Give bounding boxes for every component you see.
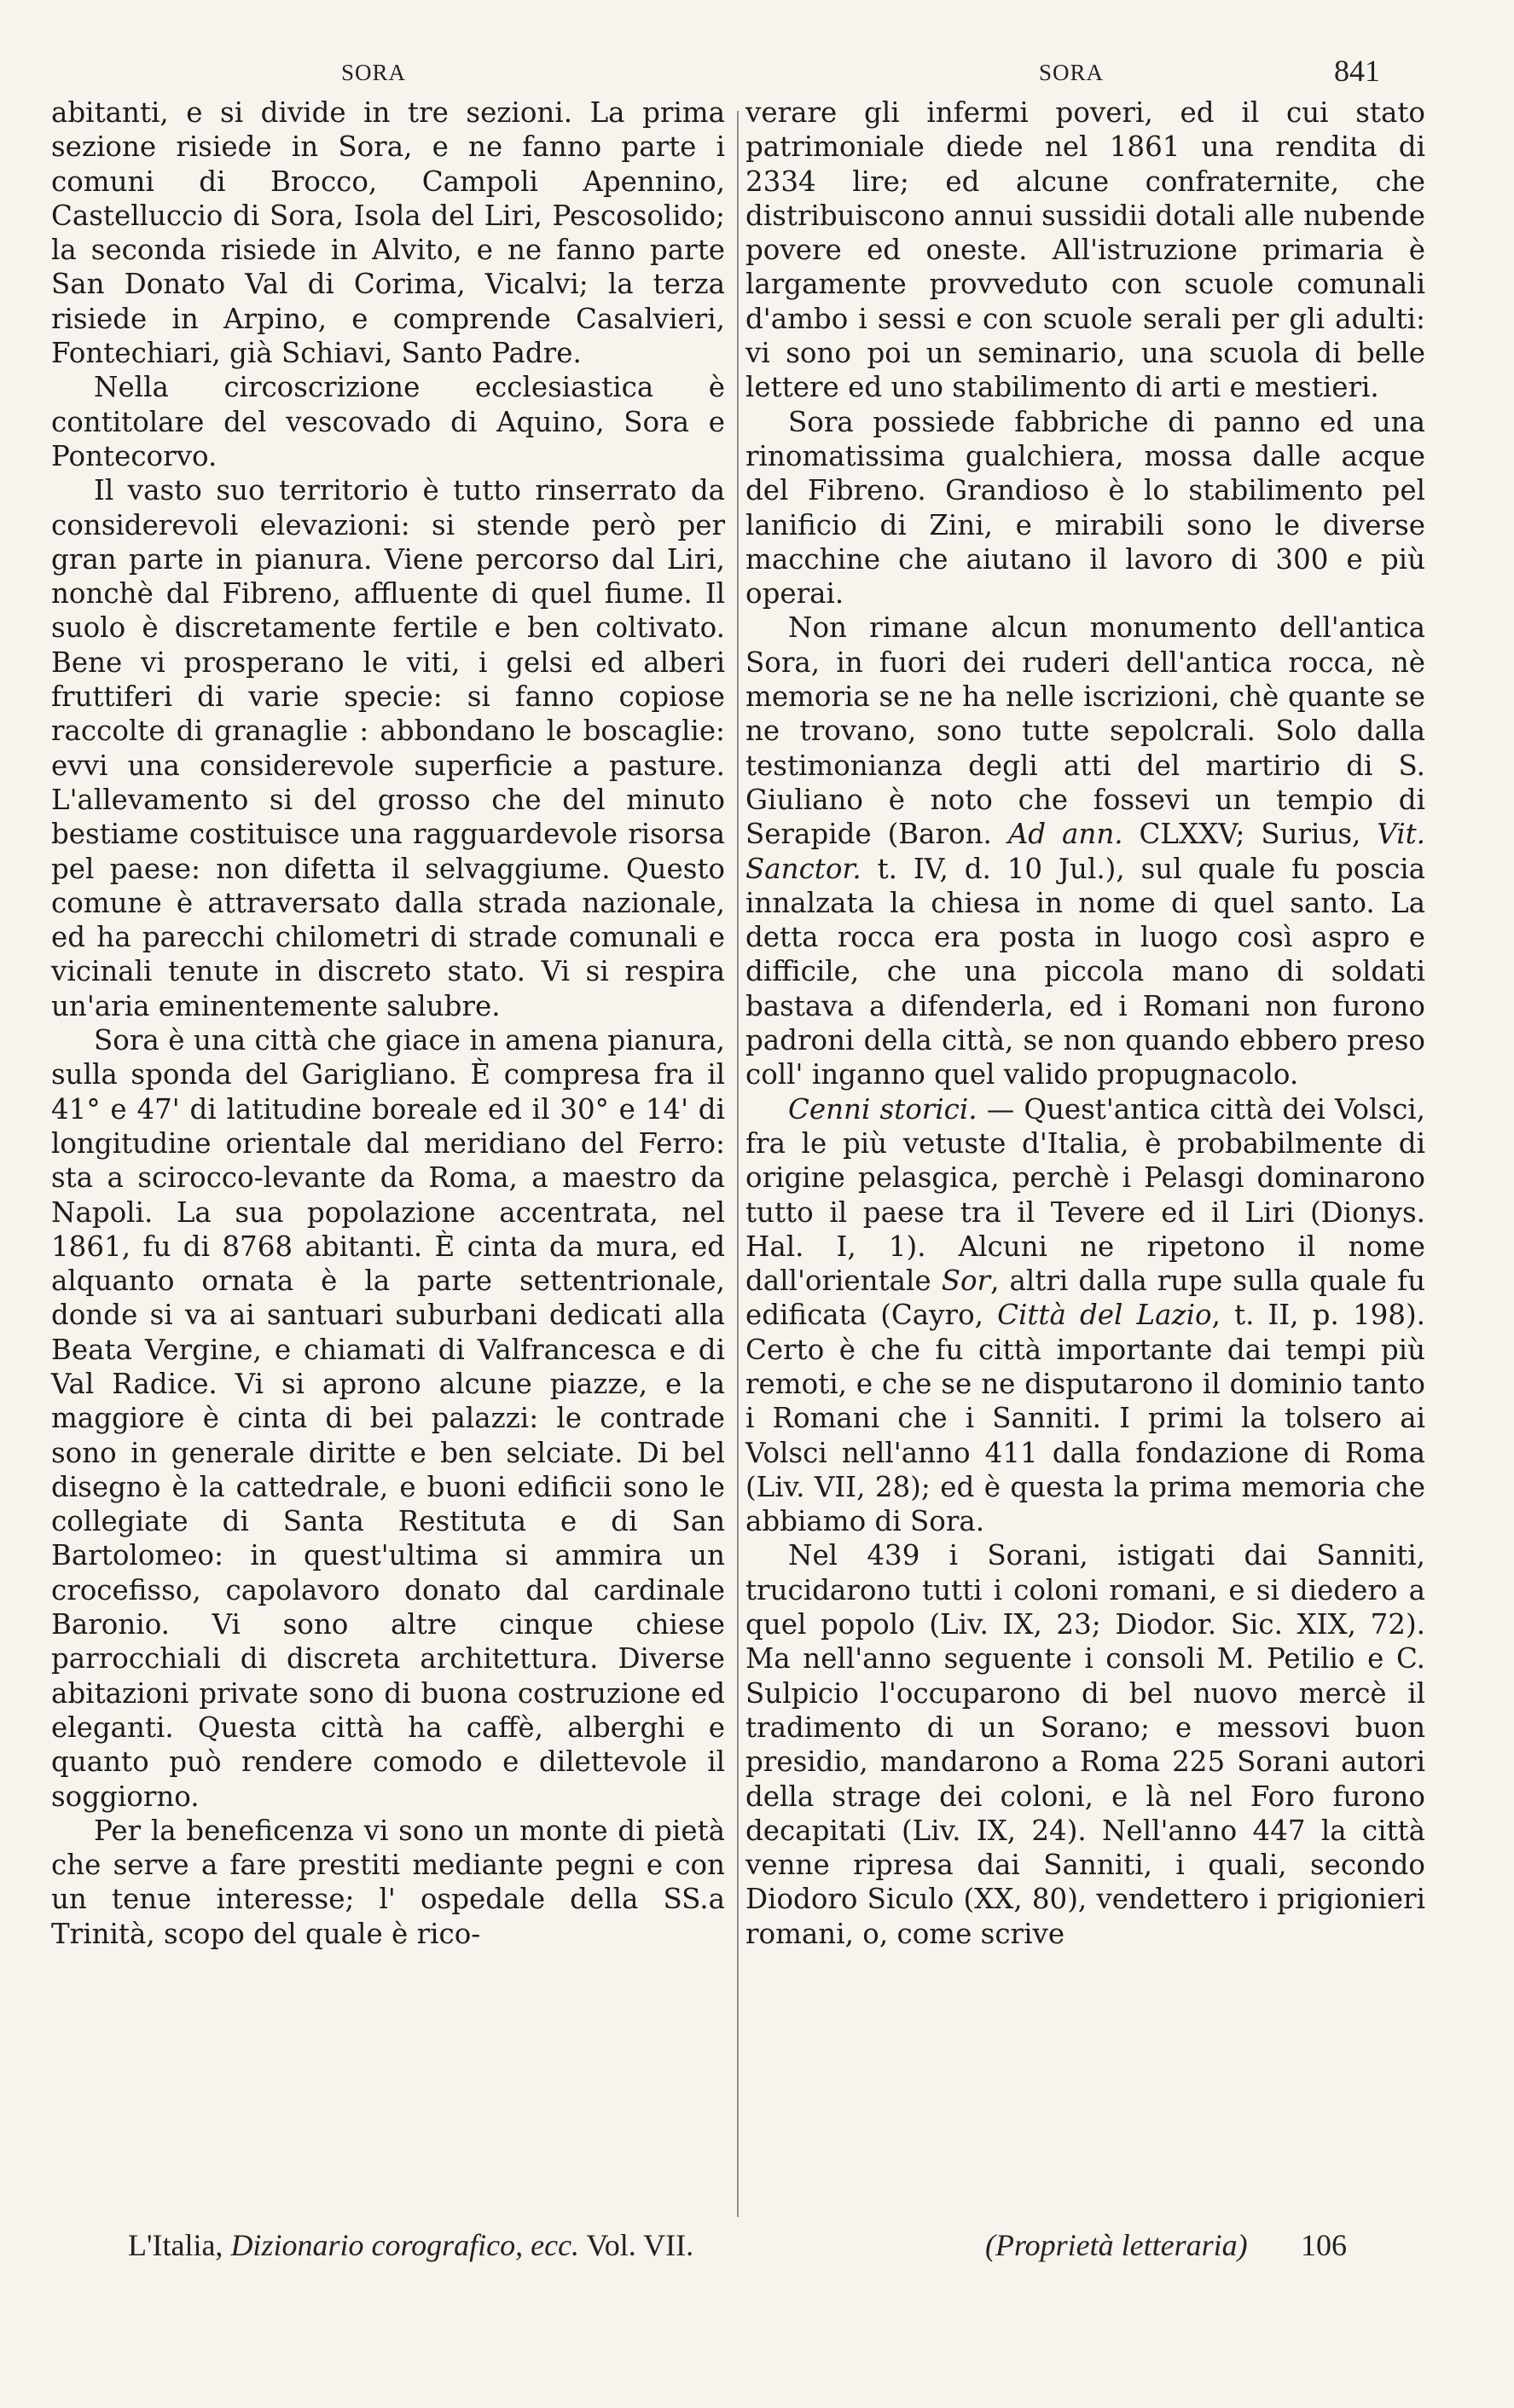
footer-signature: 106 [1301,2228,1347,2262]
paragraph: Sora è una città che giace in amena pianura, sulla sponda del Garigliano. È compresa fra il 41° e 47' di latitudine boreale ed il 30° e 14' di longitudine orientale dal meridiano del Ferro: sta a scirocco-levante da Roma, a maestro da Napoli. La sua popolazione accentrata, nel 1861, fu di 8768 abitanti. È cinta da mura, ed alquanto ornata è la parte settentrionale, donde si va ai santuari suburbani dedicati alla Beata Vergine, e chiamati di Valfrancesca e di Val Radice. Vi si aprono alcune piazze, e la maggiore è cinta di bei palazzi: le contrade sono in generale diritte e ben selciate. Di bel disegno è la cattedrale, e buoni edificii sono le collegiate di Santa Restituta e di San Bartolomeo: in quest'ultima si ammira un crocefisso, capolavoro donato dal cardinale Baronio. Vi sono altre cinque chiese parrocchiali di discreta architettura. Diverse abitazioni private sono di buona costruzione ed eleganti. Questa città ha caffè, alberghi e quanto può rendere comodo e dilettevole il soggiorno. [51,1024,725,1813]
running-head-left: SORA [341,60,407,85]
paragraph: Per la beneficenza vi sono un monte di pietà che serve a fare prestiti mediante pegni e con un tenue interesse; l' ospedale della SS.a Trinità, scopo del quale è rico- [51,1814,725,1950]
paragraph: abitanti, e si divide in tre sezioni. La prima sezione risiede in Sora, e ne fanno parte i comuni di Brocco, Campoli Apennino, Castelluccio di Sora, Isola del Liri, Pescosolido; la seconda risiede in Alvito, e ne fanno parte San Donato Val di Corima, Vicalvi; la terza risiede in Arpino, e comprende Casalvieri, Fontechiari, già Schiavi, Santo Padre. [51,96,725,370]
text-run: CLXXV; Surius, [1122,818,1378,851]
paragraph [745,611,1425,1091]
footer-title: Dizionario corografico, ecc. [230,2228,580,2262]
paragraph: Nel 439 i Sorani, istigati dai Sanniti, trucidarono tutti i coloni romani, e si diedero a quel popolo (Liv. IX, 23; Diodor. Sic. XIX, 72). Ma nell'anno seguente i consoli M. Petilio e C. Sulpicio l'occuparono di bel nuovo mercè il tradimento di un Sorano; e messovi buon presidio, mandarono a Roma 225 Sorani autori della strage dei coloni, e là nel Foro furono decapitati (Liv. IX, 24). Nell'anno 447 la città venne ripresa dai Sanniti, i quali, secondo Diodoro Siculo (XX, 80), vendettero i prigionieri romani, o, come scrive [745,1539,1425,1950]
text-run: , altri dalla rupe sulla quale fu edificata (Cayro, [745,1265,1425,1332]
footer-text: L'Italia, [128,2228,231,2262]
page-number: 841 [1334,54,1380,88]
citation-italic: Città del Lazio [997,1299,1212,1332]
text-run: , t. II, p. 198). Certo è che fu città importante dai tempi più remoti, e che se ne disputarono il dominio tanto i Romani che i Sanniti. I primi la tolsero ai Volsci nell'anno 411 dalla fondazione di Roma (Liv. VII, 28); ed è questa la prima memoria che abbiamo di Sora. [745,1299,1425,1538]
text-run: Non rimane alcun monumento dell'antica Sora, in fuori dei ruderi dell'antica rocca, nè memoria se ne ha nelle iscrizioni, chè quante se ne trovano, sono tutte sepolcrali. Solo dalla testimonianza degli atti del martirio di S. Giuliano è noto che fossevi un tempio di Serapide (Baron. [745,611,1425,851]
column-divider [737,111,739,2217]
paragraph [745,1092,1425,1539]
text-run: — Quest'antica città dei Volsci, fra le più vetuste d'Italia, è probabilmente di origine pelasgica, perchè i Pelasgi dominarono tutto il paese tra il Tevere ed il Liri (Dionys. Hal. I, 1). Alcuni ne ripetono il nome dall'orientale [745,1092,1425,1298]
paragraph: Il vasto suo territorio è tutto rinserrato da considerevoli elevazioni: si stende però per gran parte in pianura. Viene percorso dal Liri, nonchè dal Fibreno, affluente di quel fiume. Il suolo è discretamente fertile e ben coltivato. Bene vi prosperano le viti, i gelsi ed alberi fruttiferi di varie specie: si fanno copiose raccolte di granaglie : abbondano le boscaglie: evvi una considerevole superficie a pasture. L'allevamento si del grosso che del minuto bestiame costituisce una ragguardevole risorsa pel paese: non difetta il selvaggiume. Questo comune è attraversato dalla strada nazionale, ed ha parecchi chilometri di strade comunali e vicinali tenute in discreto stato. Vi si respira un'aria eminentemente salubre. [51,474,725,1022]
citation-italic: Ad ann. [1007,818,1123,851]
right-column [745,96,1425,2227]
running-head-right: SORA [1039,60,1105,85]
left-column [51,96,725,2227]
paragraph: Sora possiede fabbriche di panno ed una rinomatissima gualchiera, mossa dalle acque del Fibreno. Grandioso è lo stabilimento pel lanificio di Zini, e mirabili sono le diverse macchine che aiutano il lavoro di 300 e più operai. [745,405,1425,611]
text-run: t. IV, d. 10 Jul.), sul quale fu poscia innalzata la chiesa in nome di quel santo. La detta rocca era posta in luogo così aspro e difficile, che una piccola mano di soldati bastava a difenderla, ed i Romani non furono padroni della città, se non quando ebbero preso coll' inganno quel valido propugnacolo. [745,852,1425,1091]
footer-volume: Vol. VII. [579,2228,694,2262]
section-heading: Cenni storici. [788,1092,977,1126]
footer-rights: (Proprietà letteraria) [985,2228,1248,2262]
paragraph: verare gli infermi poveri, ed il cui stato patrimoniale diede nel 1861 una rendita di 2334 lire; ed alcune confraternite, che distribuiscono annui sussidii dotali alle nubende povere ed oneste. All'istruzione primaria è largamente provveduto con scuole comunali d'ambo i sessi e con scuole serali per gli adulti: vi sono poi un seminario, una scuola di belle lettere ed uno stabilimento di arti e mestieri. [745,96,1425,404]
footer-publication [128,2227,693,2263]
citation-italic: Sor [941,1265,991,1298]
citation-italic: Vit. Sanctor. [745,818,1425,885]
paragraph: Nella circoscrizione ecclesiastica è contitolare del vescovado di Aquino, Sora e Pontecorvo. [51,371,725,472]
